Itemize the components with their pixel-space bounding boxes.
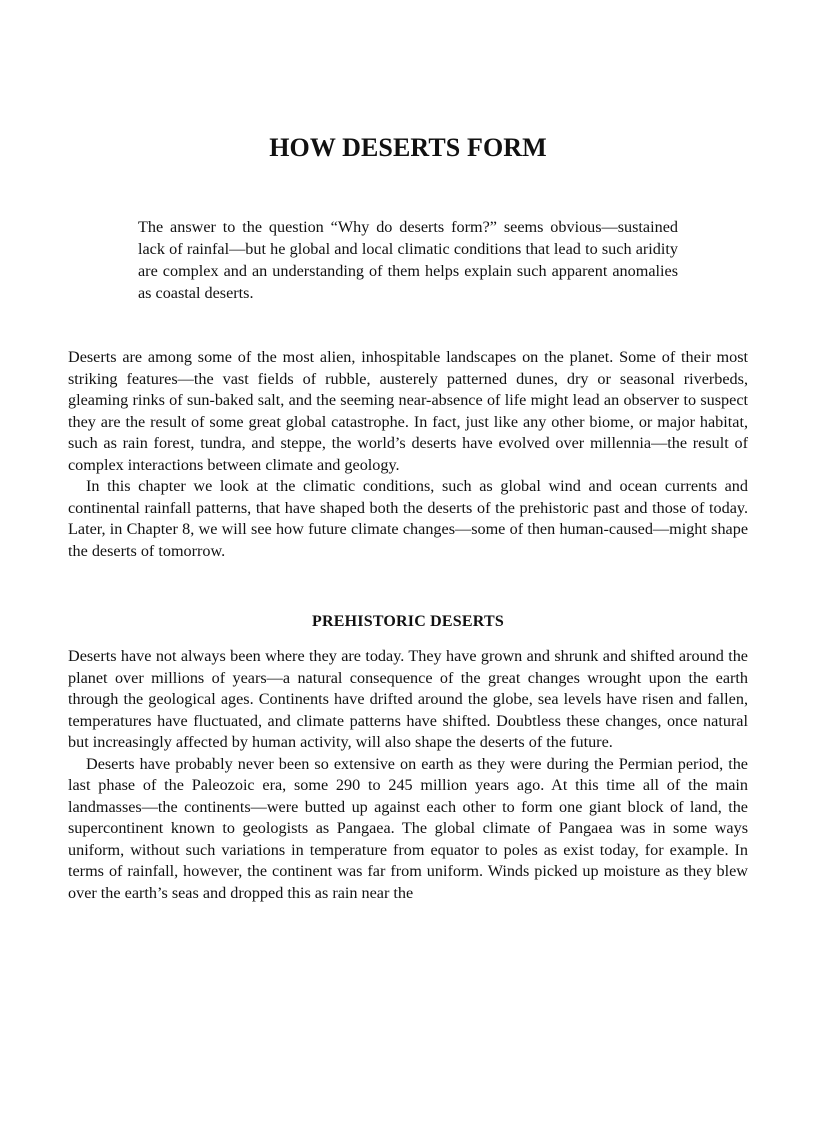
intro-section [68, 347, 748, 562]
prehistoric-paragraph-2: Deserts have probably never been so extensive on earth as they were during the Permian period, the last phase of the Paleozoic era, some 290 to 245 million years ago. At this time all of the main landmasses—the continents—were butted up against each other to form one giant block of land, the supercontinent known to geologists as Pangaea. The global climate of Pangaea was in some ways uniform, without such variations in temperature from equator to poles as exist today, for example. In terms of rainfall, however, the continent was far from uniform. Winds picked up moisture as they blew over the earth’s seas and dropped this as rain near the [68, 754, 748, 902]
intro-paragraph-1: Deserts are among some of the most alien, inhospitable landscapes on the planet. Some of their most striking features—the vast fields of rubble, austerely patterned dunes, dry or seasonal riverbeds, gleaming rinks of sun-baked salt, and the seeming near-absence of life might lead an observer to suspect they are the result of some great global catastrophe. In fact, just like any other biome, or major habitat, such as rain forest, tundra, and steppe, the world’s deserts have evolved over millennia—the result of complex interactions between climate and geology. [68, 348, 748, 474]
prehistoric-section [68, 646, 748, 904]
section-heading: PREHISTORIC DESERTS [312, 613, 504, 630]
chapter-abstract: The answer to the question “Why do deserts form?” seems obvious—sustained lack of rainfal—but he global and local climatic conditions that lead to such aridity are complex and an understanding of them helps explain such apparent anomalies as coastal deserts. [138, 218, 678, 302]
prehistoric-paragraph-1: Deserts have not always been where they are today. They have grown and shrunk and shifted around the planet over millions of years—a natural consequence of the great changes wrought upon the earth through the geological ages. Continents have drifted around the globe, sea levels have risen and fallen, temperatures have fluctuated, and climate patterns have shifted. Doubtless these changes, once natural but increasingly affected by human activity, will also shape the deserts of the future. [68, 647, 748, 751]
chapter-title: HOW DESERTS FORM [269, 133, 547, 162]
intro-paragraph-2: In this chapter we look at the climatic conditions, such as global wind and ocean currents and continental rainfall patterns, that have shaped both the deserts of the prehistoric past and those of today. Later, in Chapter 8, we will see how future climate changes—some of then human-caused—might shape the deserts of tomorrow. [68, 477, 748, 560]
